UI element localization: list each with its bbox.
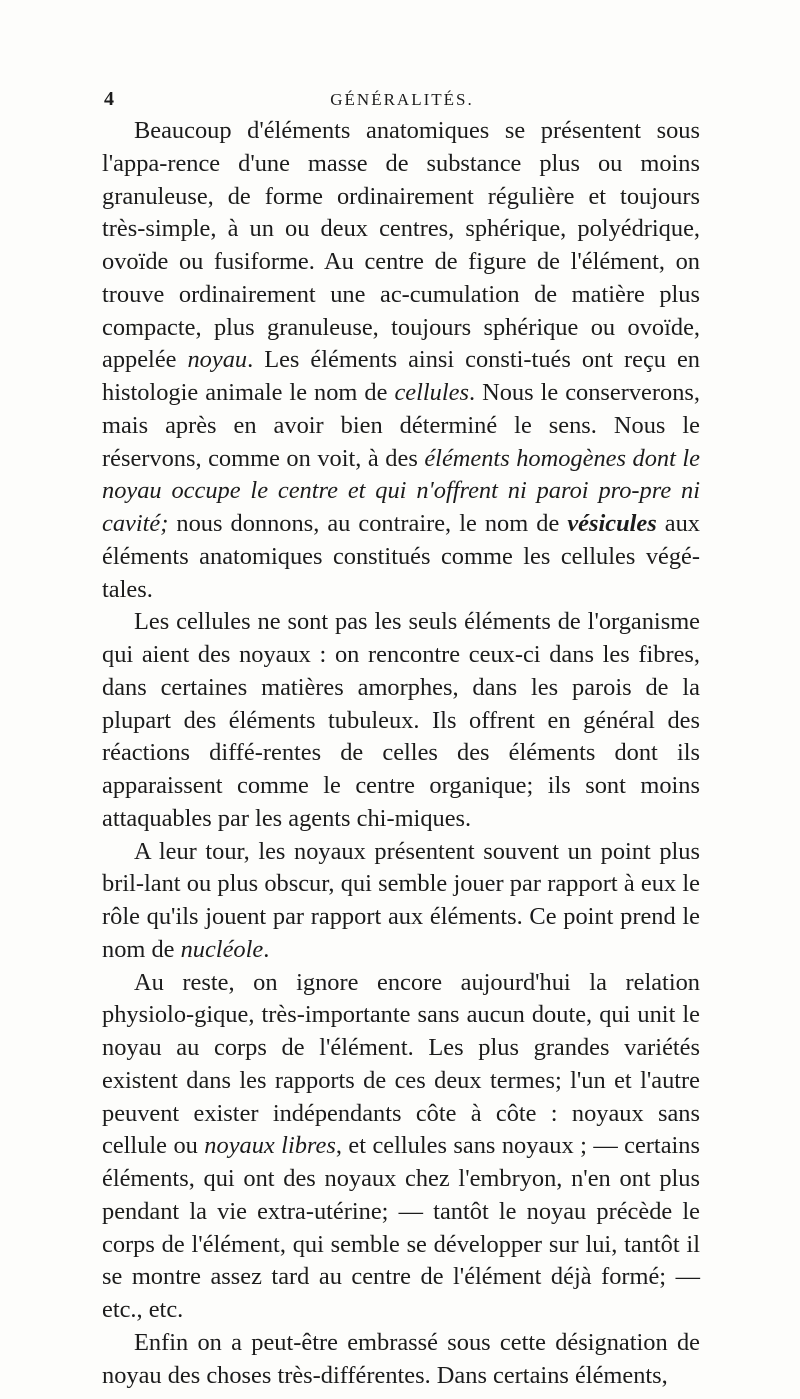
paragraph-text: , et cellules sans noyaux ; — certains éléments, qui ont des noyaux chez l'embryon, n'en ont plus pendant la vie extra-utérine; — tantôt le noyau précède le corps de l'élément, qui semble se développer sur lui, tantôt il se montre assez tard au centre de l'élément déjà formé; — etc., etc. xyxy=(102,1132,700,1323)
paragraph-text: . Les éléments ainsi consti-tués ont reçu en histologie animale le nom de xyxy=(102,346,700,406)
paragraph-text: . Nous le conserverons, mais après en avoir bien déterminé le sens. Nous le réservons, comme on voit, à des xyxy=(102,379,700,472)
term-elements-homogenes: éléments homogènes dont le noyau occupe le centre et qui n'offrent ni paroi pro-pre ni cavité; xyxy=(102,444,701,537)
term-cellules: cellules xyxy=(394,379,469,406)
paragraph-nucleole xyxy=(102,836,700,967)
paragraph-text: nous donnons, au contraire, le nom de xyxy=(168,510,568,537)
paragraph-text: A leur tour, les noyaux présentent souvent un point plus bril-lant ou plus obscur, qui semble jouer par rapport à eux le rôle qu'ils jouent par rapport aux éléments. Ce point prend le nom de xyxy=(102,837,700,963)
paragraph-text: Au reste, on ignore encore aujourd'hui la relation physiolo-gique, très-importante sans aucun doute, qui unit le noyau au corps de l'élément. Les plus grandes variétés existent dans les rapports de ces deux termes; l'un et l'autre peuvent exister indépendants côte à côte : noyaux sans cellule ou xyxy=(102,968,700,1160)
term-noyaux-libres: noyaux libres xyxy=(204,1132,336,1160)
body-text xyxy=(102,115,700,1392)
term-nucleole: nucléole xyxy=(180,935,264,963)
page-header xyxy=(102,88,702,112)
running-title: GÉNÉRALITÉS. xyxy=(330,90,474,109)
paragraph-text: . xyxy=(263,935,270,963)
paragraph-cells-definition xyxy=(102,115,700,606)
paragraph-nuclei: Les cellules ne sont pas les seuls éléments de l'organisme qui aient des noyaux : on rencontre ceux-ci dans les fibres, dans certaines matières amorphes, dans les parois de la plupart des éléments tubuleux. Ils offrent en général des réactions diffé-rentes de celles des éléments dont ils apparaissent comme le centre organique; ils sont moins attaquables par les agents chi-miques. xyxy=(102,608,700,832)
term-noyau: noyau xyxy=(187,346,248,374)
paragraph-enfin: Enfin on a peut-être embrassé sous cette désignation de noyau des choses très-différentes. Dans certains éléments, xyxy=(102,1328,700,1389)
page-number: 4 xyxy=(104,88,115,110)
term-vesicules: vésicules xyxy=(567,510,657,537)
paragraph-text: Beaucoup d'éléments anatomiques se présentent sous l'appa-rence d'une masse de substance plus ou moins granuleuse, de forme ordinairement régulière et toujours très-simple, à un ou deux centres, sphérique, polyédrique, ovoïde ou fusiforme. Au centre de figure de l'élément, on trouve ordinairement une ac-cumulation de matière plus compacte, plus granuleuse, toujours sphérique ou ovoïde, appelée xyxy=(102,117,700,374)
paragraph-relation xyxy=(102,967,700,1327)
paragraph-text: aux éléments anatomiques constitués comme les cellules végé-tales. xyxy=(102,510,700,603)
